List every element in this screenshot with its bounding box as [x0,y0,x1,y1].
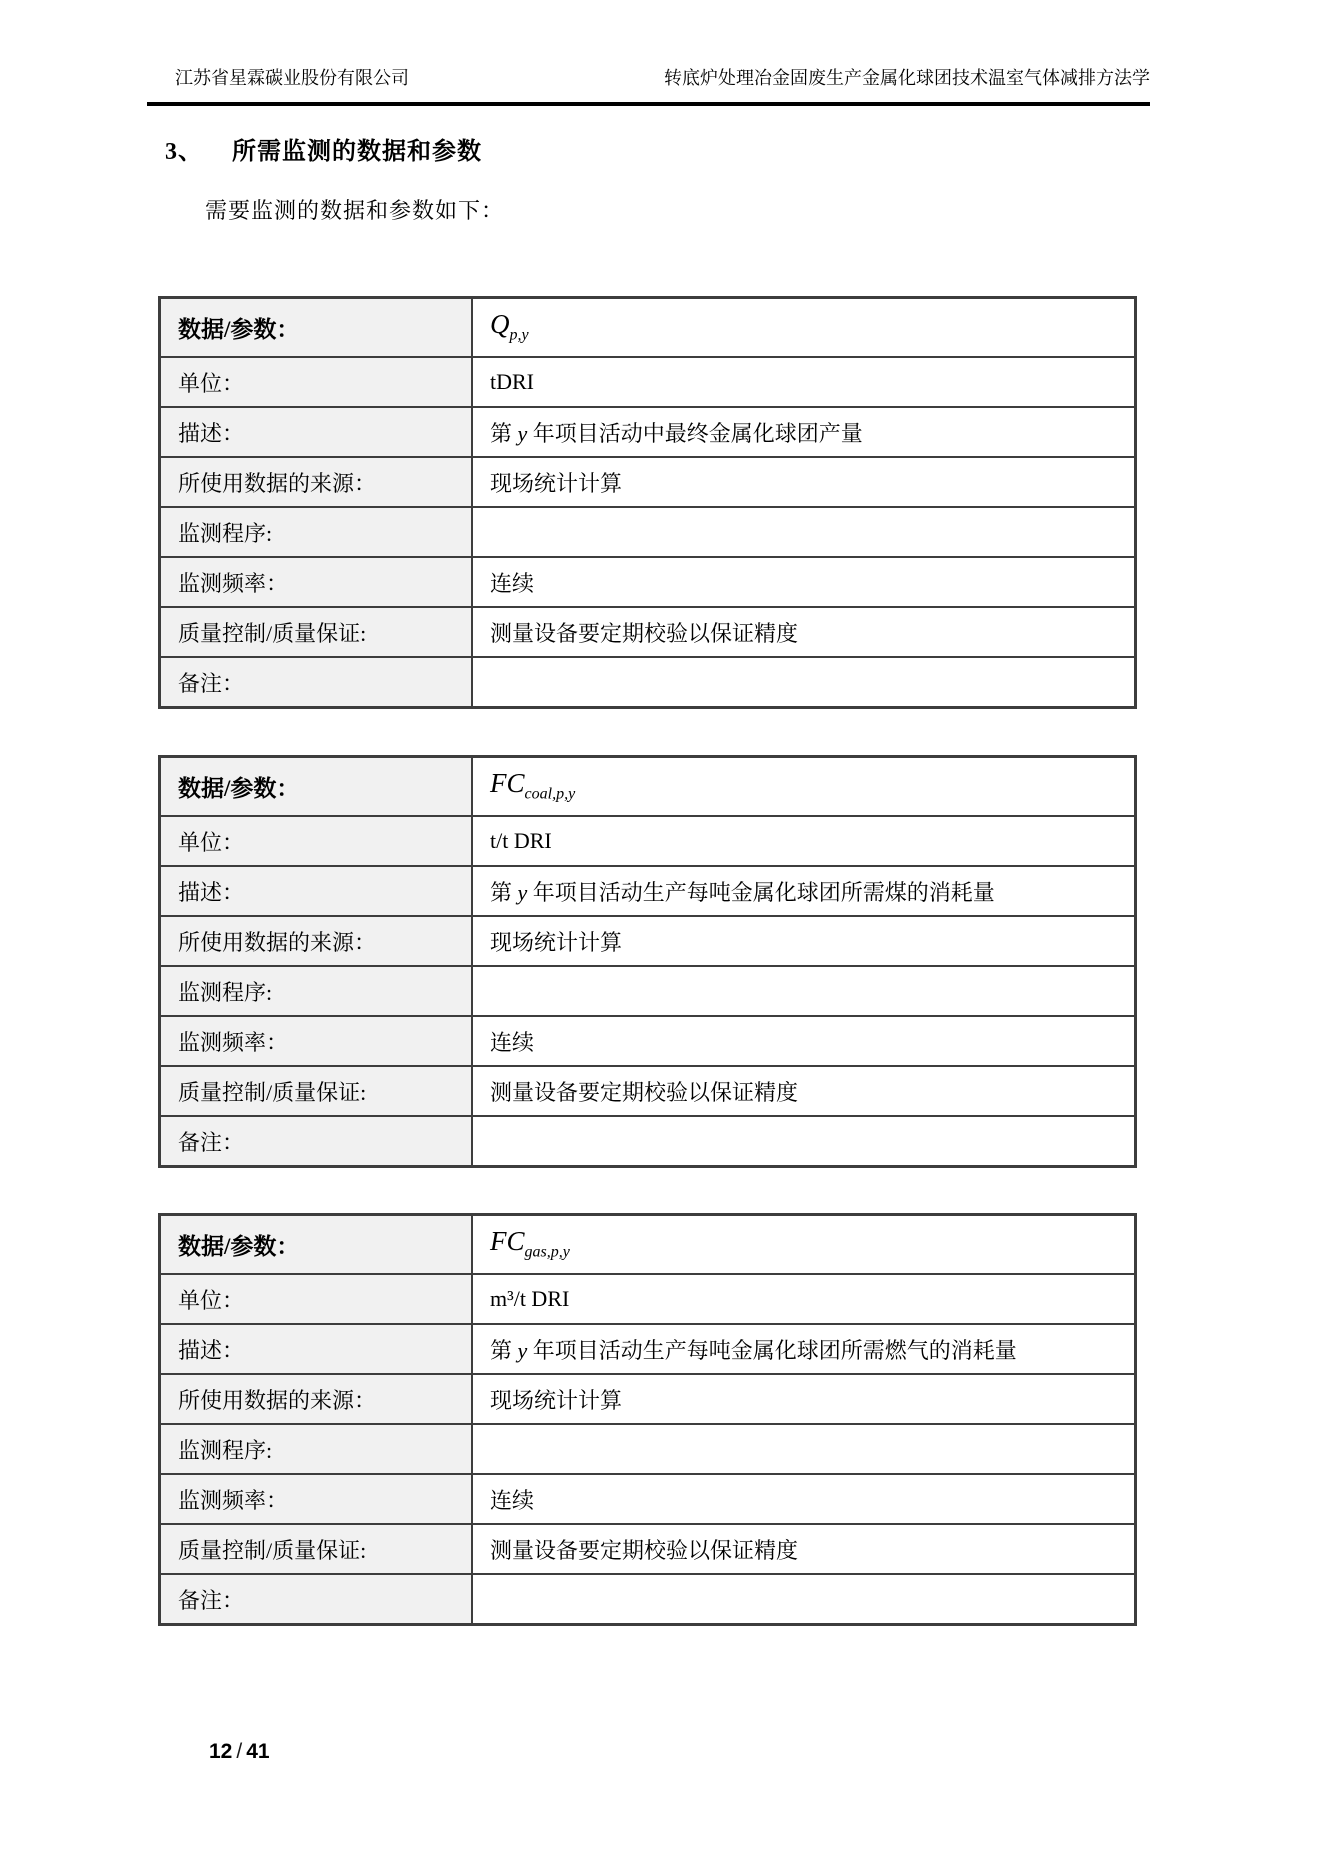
data-source-label-cell: 所使用数据的来源： [160,1374,473,1424]
monitoring-procedure-label-cell: 监测程序: [160,966,473,1016]
description-value-cell: 第 y 年项目活动生产每吨金属化球团所需燃气的消耗量 [472,1324,1136,1374]
param-value-cell [472,298,1136,358]
table-row [160,757,1136,817]
remarks-label-cell: 备注： [160,657,473,708]
qa-qc-value-cell: 测量设备要定期校验以保证精度 [472,607,1136,657]
parameter-table-fc-gas [158,1213,1137,1626]
table-row [160,1524,1136,1574]
description-value-cell: 第 y 年项目活动生产每吨金属化球团所需煤的消耗量 [472,866,1136,916]
monitoring-procedure-value-cell [472,1424,1136,1474]
monitoring-frequency-value-cell: 连续 [472,1474,1136,1524]
page-current: 12 [209,1740,233,1763]
monitoring-frequency-label-cell: 监测频率： [160,1016,473,1066]
param-formula: $Q_{p,y}$ [490,309,529,344]
unit-value-cell: m³/t DRI [472,1274,1136,1324]
unit-label-cell: 单位： [160,357,473,407]
monitoring-procedure-value-cell [472,507,1136,557]
page-separator: / [236,1740,243,1763]
table-row [160,1424,1136,1474]
data-source-label-cell: 所使用数据的来源： [160,916,473,966]
table-row [160,298,1136,358]
table-row [160,607,1136,657]
remarks-label-cell: 备注： [160,1574,473,1625]
intro-paragraph: 需要监测的数据和参数如下： [205,198,505,223]
qa-qc-label-cell: 质量控制/质量保证: [160,607,473,657]
qa-qc-value-cell: 测量设备要定期校验以保证精度 [472,1524,1136,1574]
table-row [160,866,1136,916]
monitoring-procedure-label-cell: 监测程序: [160,1424,473,1474]
parameter-table-qpy [158,296,1137,709]
monitoring-frequency-label-cell: 监测频率： [160,557,473,607]
unit-label-cell: 单位： [160,816,473,866]
section-heading [165,131,482,166]
description-label-cell: 描述： [160,407,473,457]
param-formula: $FC_{coal,p,y}$ [490,768,576,803]
parameter-table-fc-coal [158,755,1137,1168]
description-label-cell: 描述： [160,1324,473,1374]
monitoring-frequency-value-cell: 连续 [472,1016,1136,1066]
qa-qc-value-cell: 测量设备要定期校验以保证精度 [472,1066,1136,1116]
monitoring-frequency-value-cell: 连续 [472,557,1136,607]
param-label-cell [160,298,473,358]
param-value-cell [472,757,1136,817]
table-row [160,1574,1136,1625]
table-row [160,507,1136,557]
page-header [147,64,1150,90]
header-company-name: 江苏省星霖碳业股份有限公司 [175,68,409,88]
table-row [160,966,1136,1016]
section-number: 3、 [165,139,203,165]
param-label: 数据/参数： [178,1234,300,1259]
qa-qc-label-cell: 质量控制/质量保证: [160,1524,473,1574]
param-formula: $FC_{gas,p,y}$ [490,1226,570,1261]
data-source-value-cell: 现场统计计算 [472,457,1136,507]
table-row [160,1116,1136,1167]
page-total: 41 [246,1740,270,1763]
monitoring-procedure-label-cell: 监测程序: [160,507,473,557]
table-row [160,916,1136,966]
section-title: 所需监测的数据和参数 [232,139,482,165]
table-row [160,1474,1136,1524]
param-label-cell [160,1215,473,1275]
param-value-cell [472,1215,1136,1275]
table-row [160,557,1136,607]
header-divider-rule [147,102,1150,106]
param-label-cell [160,757,473,817]
table-row [160,1274,1136,1324]
unit-value-cell: tDRI [472,357,1136,407]
unit-value-cell: t/t DRI [472,816,1136,866]
table-row [160,357,1136,407]
table-row [160,1066,1136,1116]
unit-label-cell: 单位： [160,1274,473,1324]
table-row [160,1215,1136,1275]
param-label: 数据/参数： [178,317,300,342]
description-value-cell: 第 y 年项目活动中最终金属化球团产量 [472,407,1136,457]
monitoring-frequency-label-cell: 监测频率： [160,1474,473,1524]
table-row [160,816,1136,866]
remarks-value-cell [472,1574,1136,1625]
header-document-title: 转底炉处理冶金固废生产金属化球团技术温室气体减排方法学 [664,68,1150,88]
monitoring-procedure-value-cell [472,966,1136,1016]
table-row [160,457,1136,507]
table-row [160,657,1136,708]
description-label-cell: 描述： [160,866,473,916]
data-source-value-cell: 现场统计计算 [472,916,1136,966]
page-number [209,1740,270,1764]
remarks-label-cell: 备注： [160,1116,473,1167]
qa-qc-label-cell: 质量控制/质量保证: [160,1066,473,1116]
table-row [160,407,1136,457]
remarks-value-cell [472,657,1136,708]
table-row [160,1374,1136,1424]
remarks-value-cell [472,1116,1136,1167]
data-source-value-cell: 现场统计计算 [472,1374,1136,1424]
data-source-label-cell: 所使用数据的来源： [160,457,473,507]
param-label: 数据/参数： [178,776,300,801]
table-row [160,1016,1136,1066]
table-row [160,1324,1136,1374]
